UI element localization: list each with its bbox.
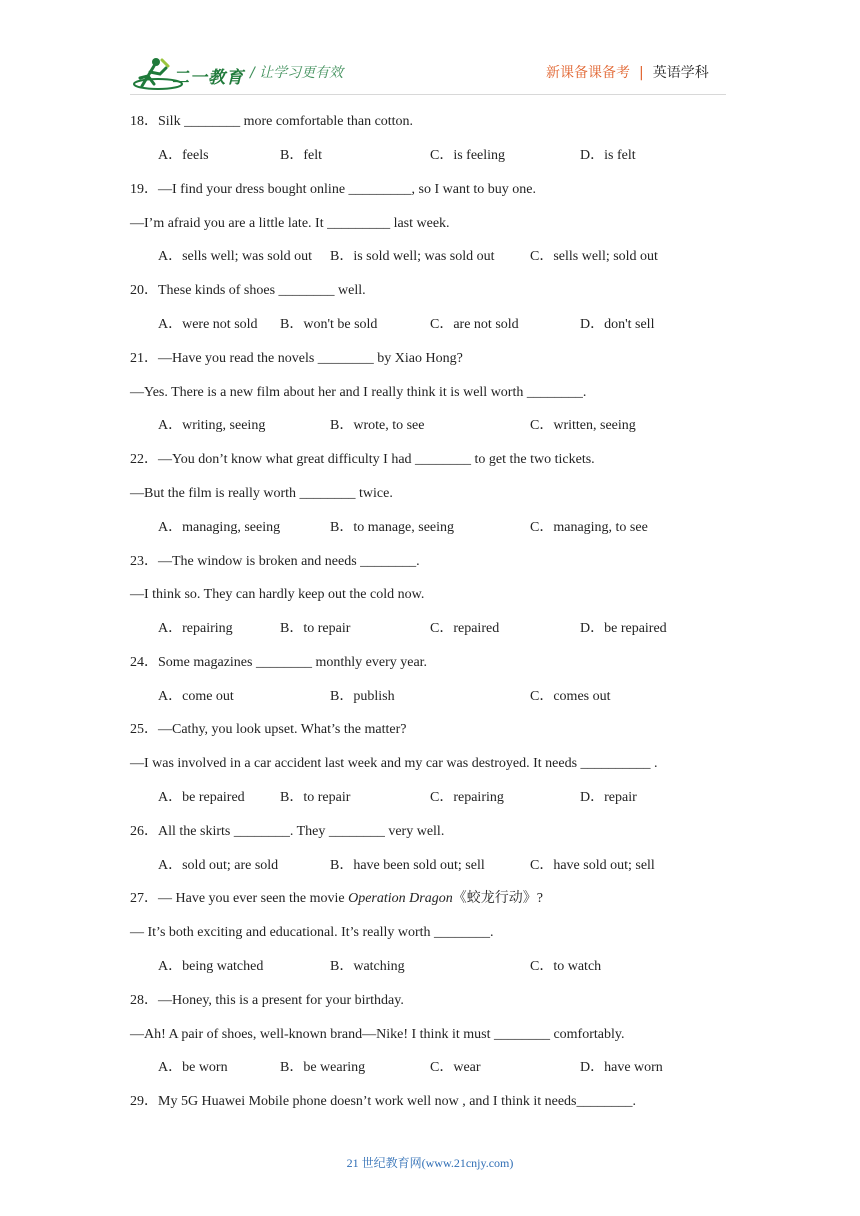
question-23-stem: 23．—The window is broken and needs ________. <box>130 554 420 569</box>
question-21-reply: —Yes. There is a new film about her and I really think it is well worth ________. <box>130 385 587 400</box>
q23-option-a: A．repairing <box>158 621 233 636</box>
q19-option-a: A．sells well; was sold out <box>158 249 312 264</box>
q18-option-d: D．is felt <box>580 148 636 163</box>
header-prep-label: 新课备课备考 <box>546 65 630 81</box>
q20-option-a: A．were not sold <box>158 317 258 332</box>
question-22-stem: 22．—You don’t know what great difficulty I had ________ to get the two tickets. <box>130 452 595 467</box>
q27-option-c: C．to watch <box>530 959 602 974</box>
q22-option-b: B．to manage, seeing <box>330 520 455 535</box>
q27-stem-pre: 27．— Have you ever seen the movie <box>130 891 349 906</box>
q22-option-c: C．managing, to see <box>530 520 648 535</box>
question-22-reply: —But the film is really worth ________ twice. <box>130 486 393 501</box>
q23-option-c: C．repaired <box>430 621 500 636</box>
question-19-stem: 19．—I find your dress bought online _________, so I want to buy one. <box>130 182 536 197</box>
q19-option-c: C．sells well; sold out <box>530 249 658 264</box>
q21-option-b: B．wrote, to see <box>330 418 425 433</box>
question-25-reply: —I was involved in a car accident last week and my car was destroyed. It needs __________ . <box>130 756 658 771</box>
question-29-stem: 29．My 5G Huawei Mobile phone doesn’t work well now , and I think it needs________. <box>130 1094 637 1109</box>
header-separator: | <box>639 65 644 81</box>
q25-option-d: D．repair <box>580 790 637 805</box>
q28-option-b: B．be wearing <box>280 1060 366 1075</box>
question-27-stem <box>130 891 543 907</box>
question-18-stem: 18．Silk ________ more comfortable than cotton. <box>130 114 414 129</box>
q27-stem-post: 《蛟龙行动》? <box>452 891 543 906</box>
q26-option-c: C．have sold out; sell <box>530 858 655 873</box>
q28-option-c: C．wear <box>430 1060 481 1075</box>
slogan: / 让学习更有效 <box>250 65 344 81</box>
question-23-reply: —I think so. They can hardly keep out the cold now. <box>130 587 425 602</box>
question-25-stem: 25．—Cathy, you look upset. What’s the matter? <box>130 722 407 737</box>
q19-option-b: B．is sold well; was sold out <box>330 249 495 264</box>
q20-option-d: D．don't sell <box>580 317 655 332</box>
q28-option-d: D．have worn <box>580 1060 663 1075</box>
q27-option-a: A．being watched <box>158 959 264 974</box>
q21-option-a: A．writing, seeing <box>158 418 266 433</box>
question-20-stem: 20．These kinds of shoes ________ well. <box>130 283 366 298</box>
page-header <box>0 0 860 100</box>
question-28-reply: —Ah! A pair of shoes, well-known brand—Nike! I think it must ________ comfortably. <box>130 1027 625 1042</box>
logo-text: 二一教育 <box>172 68 244 88</box>
q28-option-a: A．be worn <box>158 1060 228 1075</box>
q24-option-b: B．publish <box>330 689 395 704</box>
q21-option-c: C．written, seeing <box>530 418 636 433</box>
q25-option-c: C．repairing <box>430 790 504 805</box>
q24-option-c: C．comes out <box>530 689 611 704</box>
q24-option-a: A．come out <box>158 689 234 704</box>
q25-option-a: A．be repaired <box>158 790 245 805</box>
q20-option-b: B．won't be sold <box>280 317 378 332</box>
q22-option-a: A．managing, seeing <box>158 520 281 535</box>
q23-option-d: D．be repaired <box>580 621 667 636</box>
header-subject <box>546 62 709 82</box>
header-divider <box>130 94 726 95</box>
question-21-stem: 21．—Have you read the novels ________ by Xiao Hong? <box>130 351 463 366</box>
q26-option-b: B．have been sold out; sell <box>330 858 485 873</box>
q27-option-b: B．watching <box>330 959 405 974</box>
q25-option-b: B．to repair <box>280 790 351 805</box>
question-19-reply: —I’m afraid you are a little late. It _________ last week. <box>130 216 450 231</box>
question-27-reply: — It’s both exciting and educational. It’s really worth ________. <box>130 925 494 940</box>
movie-title: Operation Dragon <box>348 891 453 906</box>
q18-option-a: A．feels <box>158 148 209 163</box>
q18-option-b: B．felt <box>280 148 322 163</box>
q26-option-a: A．sold out; are sold <box>158 858 279 873</box>
q20-option-c: C．are not sold <box>430 317 519 332</box>
question-28-stem: 28．—Honey, this is a present for your birthday. <box>130 993 404 1008</box>
q18-option-c: C．is feeling <box>430 148 506 163</box>
question-24-stem: 24．Some magazines ________ monthly every year. <box>130 655 428 670</box>
header-subject-label: 英语学科 <box>652 65 709 81</box>
question-26-stem: 26．All the skirts ________. They ________ very well. <box>130 824 445 839</box>
page-footer: 21 世纪教育网(www.21cnjy.com) <box>346 1156 514 1170</box>
q23-option-b: B．to repair <box>280 621 351 636</box>
